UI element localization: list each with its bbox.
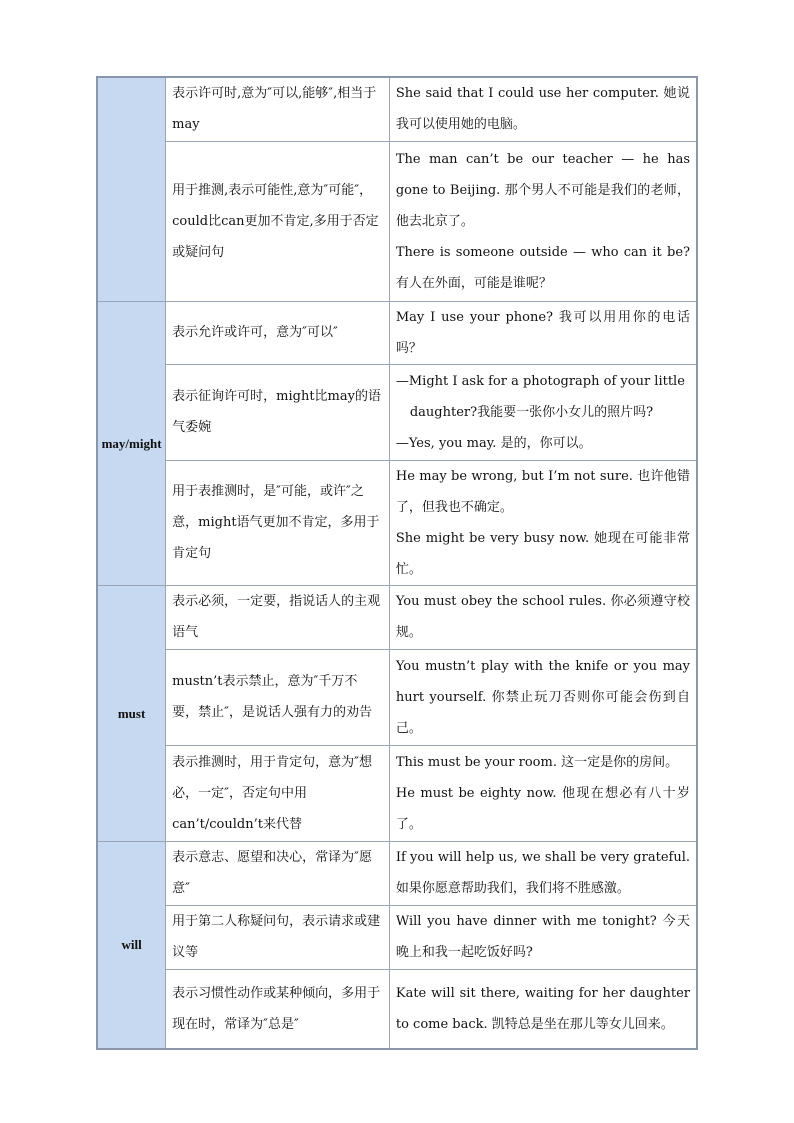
example-sentence: She might be very busy now. 她现在可能非常忙。 (395, 530, 690, 577)
example-cell (389, 745, 697, 841)
example-cell (389, 841, 697, 905)
modal-cell (97, 77, 166, 301)
usage-cell: 表示必须，一定要，指说话人的主观语气 (166, 585, 390, 649)
usage-cell: 表示推测时，用于肯定句，意为″想必，一定″，否定句中用can’t/couldn’t来代替 (166, 745, 390, 841)
usage-cell: 表示习惯性动作或某种倾向，多用于现在时，常译为″总是″ (166, 969, 390, 1049)
example-cell (389, 460, 697, 585)
example-sentence: —Might I ask for a photograph of your little (395, 373, 685, 389)
example-sentence: Kate will sit there, waiting for her daughter to come back. 凯特总是坐在那儿等女儿回来。 (395, 985, 690, 1032)
usage-cell: 用于表推测时，是″可能，或许″之意，might语气更加不肯定，多用于肯定句 (166, 460, 390, 585)
example-sentence: The man can’t be our teacher — he has gone to Beijing. 那个男人不可能是我们的老师，他去北京了。 (395, 151, 690, 229)
table-row (97, 301, 697, 364)
table-row (97, 905, 697, 969)
example-cell (389, 969, 697, 1049)
table-row (97, 364, 697, 460)
table-row (97, 141, 697, 301)
table-row (97, 969, 697, 1049)
usage-cell: 表示意志、愿望和决心，常译为″愿意″ (166, 841, 390, 905)
example-cell (389, 301, 697, 364)
example-cell (389, 905, 697, 969)
example-sentence: This must be your room. 这一定是你的房间。 (395, 754, 679, 770)
table-row (97, 77, 697, 141)
example-cell (389, 585, 697, 649)
example-sentence: —Yes, you may. 是的，你可以。 (395, 435, 592, 451)
modal-cell: must (97, 585, 166, 841)
example-cell (389, 649, 697, 745)
modal-cell: may/might (97, 301, 166, 585)
modal-verbs-table (96, 76, 698, 1050)
example-sentence: He must be eighty now. 他现在想必有八十岁了。 (395, 785, 690, 832)
example-sentence: You mustn’t play with the knife or you may hurt yourself. 你禁止玩刀否则你可能会伤到自己。 (395, 658, 690, 736)
example-sentence: May I use your phone? 我可以用用你的电话吗？ (395, 309, 690, 356)
usage-cell: 表示允许或许可，意为″可以″ (166, 301, 390, 364)
table-row (97, 649, 697, 745)
usage-cell: 用于推测,表示可能性,意为″可能″，could比can更加不肯定,多用于否定或疑问句 (166, 141, 390, 301)
example-sentence: She said that I could use her computer. 她说我可以使用她的电脑。 (395, 86, 690, 133)
table-row (97, 745, 697, 841)
table-row (97, 841, 697, 905)
example-cell (389, 141, 697, 301)
usage-cell: mustn’t表示禁止，意为″千万不要，禁止″，是说话人强有力的劝告 (166, 649, 390, 745)
example-sentence: daughter?我能要一张你小女儿的照片吗? (409, 404, 654, 420)
table-row (97, 460, 697, 585)
usage-cell: 用于第二人称疑问句，表示请求或建议等 (166, 905, 390, 969)
example-cell (389, 77, 697, 141)
example-sentence: He may be wrong, but I’m not sure. 也许他错了，但我也不确定。 (395, 468, 690, 515)
usage-cell: 表示征询许可时，might比may的语气委婉 (166, 364, 390, 460)
table-row (97, 585, 697, 649)
example-sentence: Will you have dinner with me tonight? 今天晚上和我一起吃饭好吗? (395, 914, 690, 960)
example-sentence: If you will help us, we shall be very grateful. 如果你愿意帮助我们，我们将不胜感激。 (395, 850, 690, 896)
example-sentence: There is someone outside — who can it be? 有人在外面，可能是谁呢？ (395, 244, 690, 291)
example-cell (389, 364, 697, 460)
example-sentence: You must obey the school rules. 你必须遵守校规。 (395, 594, 690, 640)
usage-cell: 表示许可时,意为″可以,能够″,相当于may (166, 77, 390, 141)
modal-cell: will (97, 841, 166, 1049)
